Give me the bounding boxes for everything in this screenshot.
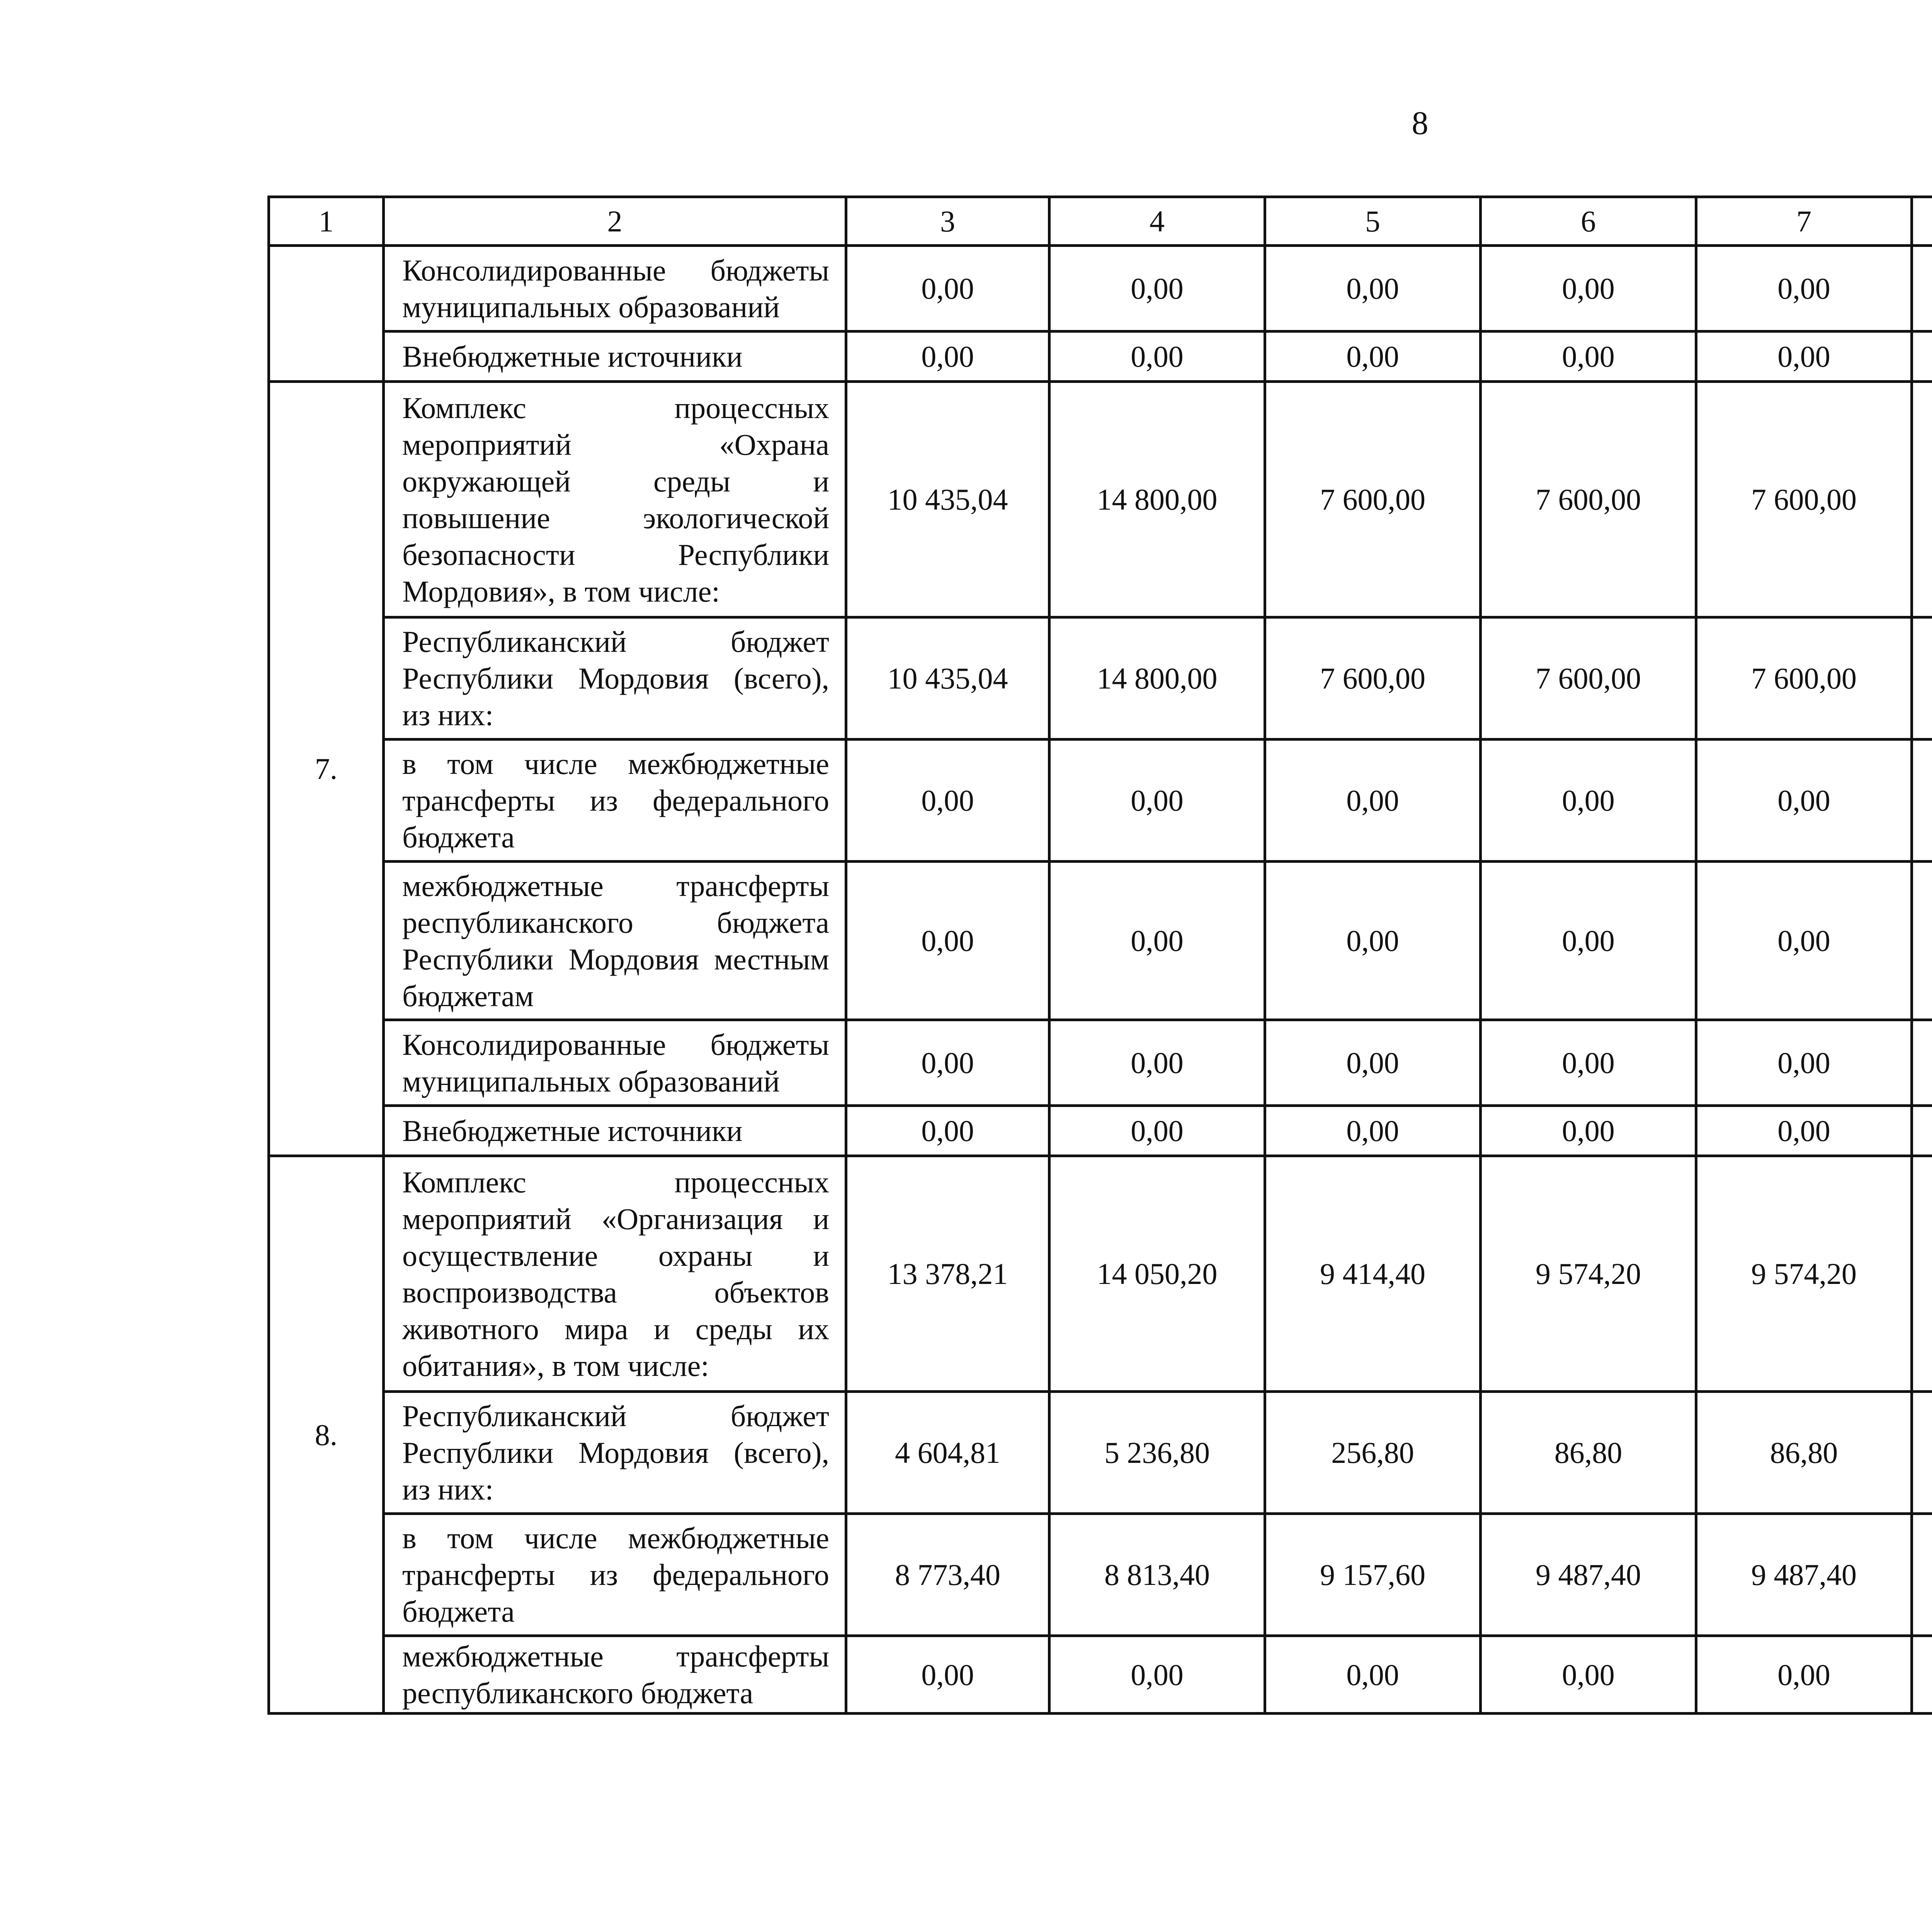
value-cell — [1912, 1392, 1932, 1514]
value-cell: 0,00 — [1696, 740, 1912, 862]
budget-table — [267, 196, 1932, 1715]
row-index-cell — [269, 246, 384, 382]
value-cell: 0,00 — [846, 862, 1049, 1020]
table-row — [269, 862, 1932, 1020]
value-cell: 8 813,40 — [1049, 1514, 1265, 1636]
header-cell: 4 — [1049, 197, 1265, 246]
header-cell: 1 — [269, 197, 384, 246]
value-cell: 13 378,21 — [846, 1156, 1049, 1392]
value-cell: 256,80 — [1265, 1392, 1481, 1514]
value-cell: 0,00 — [846, 1106, 1049, 1156]
value-cell: 0,00 — [1265, 1020, 1481, 1106]
value-cell — [1912, 740, 1932, 862]
value-cell: 7 600,00 — [1481, 617, 1696, 740]
row-description: Консолидированные бюджеты муниципальных образований — [384, 1020, 846, 1106]
value-cell: 7 600,00 — [1696, 617, 1912, 740]
table-row — [269, 1636, 1932, 1714]
table-row — [269, 1156, 1932, 1392]
value-cell: 7 600,00 — [1481, 382, 1696, 617]
value-cell: 5 236,80 — [1049, 1392, 1265, 1514]
value-cell: 14 800,00 — [1049, 617, 1265, 740]
row-description: Внебюджетные источники — [384, 1106, 846, 1156]
header-cell: 5 — [1265, 197, 1481, 246]
row-description: Консолидированные бюджеты муниципальных образований — [384, 246, 846, 332]
table-row — [269, 1514, 1932, 1636]
table-row — [269, 382, 1932, 617]
value-cell: 0,00 — [1265, 740, 1481, 862]
value-cell: 9 487,40 — [1696, 1514, 1912, 1636]
header-cell: 3 — [846, 197, 1049, 246]
value-cell: 0,00 — [1481, 862, 1696, 1020]
value-cell: 0,00 — [1696, 1020, 1912, 1106]
table-row — [269, 1106, 1932, 1156]
value-cell: 0,00 — [846, 1020, 1049, 1106]
value-cell: 9 574,20 — [1696, 1156, 1912, 1392]
value-cell: 86,80 — [1481, 1392, 1696, 1514]
row-description: Комплекс процессных мероприятий «Охрана окружающей среды и повышение экологической безопасности Республики Мордовия», в том числе: — [384, 382, 846, 617]
value-cell: 10 435,04 — [846, 617, 1049, 740]
row-description: межбюджетные трансферты республиканского бюджета Республики Мордовия местным бюджетам — [384, 862, 846, 1020]
value-cell: 0,00 — [1265, 1636, 1481, 1714]
value-cell: 0,00 — [1049, 1636, 1265, 1714]
value-cell: 0,00 — [1696, 1636, 1912, 1714]
value-cell: 9 414,40 — [1265, 1156, 1481, 1392]
row-description: в том числе межбюджетные трансферты из федерального бюджета — [384, 1514, 846, 1636]
row-description-text: межбюджетные трансферты республиканского бюджета — [402, 1639, 829, 1710]
value-cell: 0,00 — [1696, 1106, 1912, 1156]
table-row — [269, 1392, 1932, 1514]
value-cell: 14 800,00 — [1049, 382, 1265, 617]
row-description: Республиканский бюджет Республики Мордовия (всего), из них: — [384, 617, 846, 740]
value-cell: 0,00 — [1049, 1106, 1265, 1156]
header-cell: 2 — [384, 197, 846, 246]
table-row — [269, 740, 1932, 862]
value-cell: 0,00 — [1481, 1636, 1696, 1714]
value-cell: 0,00 — [1481, 246, 1696, 332]
value-cell: 7 600,00 — [1265, 382, 1481, 617]
value-cell: 0,00 — [1049, 740, 1265, 862]
row-description: Республиканский бюджет Республики Мордовия (всего), из них: — [384, 1392, 846, 1514]
table-header-row — [269, 197, 1932, 246]
value-cell — [1912, 1020, 1932, 1106]
header-cell — [1912, 197, 1932, 246]
value-cell — [1912, 1156, 1932, 1392]
value-cell — [1912, 1106, 1932, 1156]
row-description: Внебюджетные источники — [384, 332, 846, 382]
value-cell: 0,00 — [846, 1636, 1049, 1714]
row-description: Комплекс процессных мероприятий «Организация и осуществление охраны и воспроизводства объектов животного мира и среды их обитания», в том числе: — [384, 1156, 846, 1392]
page-number: 8 — [1412, 104, 1429, 141]
value-cell: 0,00 — [1265, 332, 1481, 382]
value-cell — [1912, 617, 1932, 740]
value-cell: 0,00 — [1049, 1020, 1265, 1106]
value-cell: 0,00 — [1049, 246, 1265, 332]
row-description: в том числе межбюджетные трансферты из федерального бюджета — [384, 740, 846, 862]
table-row — [269, 617, 1932, 740]
value-cell: 7 600,00 — [1265, 617, 1481, 740]
value-cell: 0,00 — [846, 246, 1049, 332]
value-cell: 4 604,81 — [846, 1392, 1049, 1514]
value-cell: 8 773,40 — [846, 1514, 1049, 1636]
value-cell: 14 050,20 — [1049, 1156, 1265, 1392]
header-cell: 6 — [1481, 197, 1696, 246]
value-cell — [1912, 862, 1932, 1020]
value-cell: 0,00 — [1481, 1020, 1696, 1106]
value-cell: 0,00 — [846, 740, 1049, 862]
value-cell: 0,00 — [1481, 332, 1696, 382]
value-cell: 10 435,04 — [846, 382, 1049, 617]
value-cell: 0,00 — [1049, 862, 1265, 1020]
value-cell: 0,00 — [1265, 862, 1481, 1020]
table-row — [269, 246, 1932, 332]
table-row — [269, 332, 1932, 382]
value-cell: 86,80 — [1696, 1392, 1912, 1514]
value-cell — [1912, 246, 1932, 332]
value-cell — [1912, 1514, 1932, 1636]
group-index: 8. — [269, 1156, 384, 1714]
value-cell: 7 600,00 — [1696, 382, 1912, 617]
value-cell: 0,00 — [1265, 246, 1481, 332]
group-index: 7. — [269, 382, 384, 1156]
value-cell: 0,00 — [1696, 862, 1912, 1020]
value-cell: 9 574,20 — [1481, 1156, 1696, 1392]
value-cell: 0,00 — [1696, 246, 1912, 332]
table-row — [269, 1020, 1932, 1106]
value-cell: 0,00 — [1049, 332, 1265, 382]
value-cell: 9 157,60 — [1265, 1514, 1481, 1636]
value-cell — [1912, 332, 1932, 382]
value-cell: 0,00 — [1696, 332, 1912, 382]
row-description — [384, 1636, 846, 1714]
value-cell: 0,00 — [1481, 1106, 1696, 1156]
value-cell: 0,00 — [846, 332, 1049, 382]
value-cell — [1912, 382, 1932, 617]
header-cell: 7 — [1696, 197, 1912, 246]
value-cell — [1912, 1636, 1932, 1714]
value-cell: 0,00 — [1481, 740, 1696, 862]
value-cell: 9 487,40 — [1481, 1514, 1696, 1636]
value-cell: 0,00 — [1265, 1106, 1481, 1156]
